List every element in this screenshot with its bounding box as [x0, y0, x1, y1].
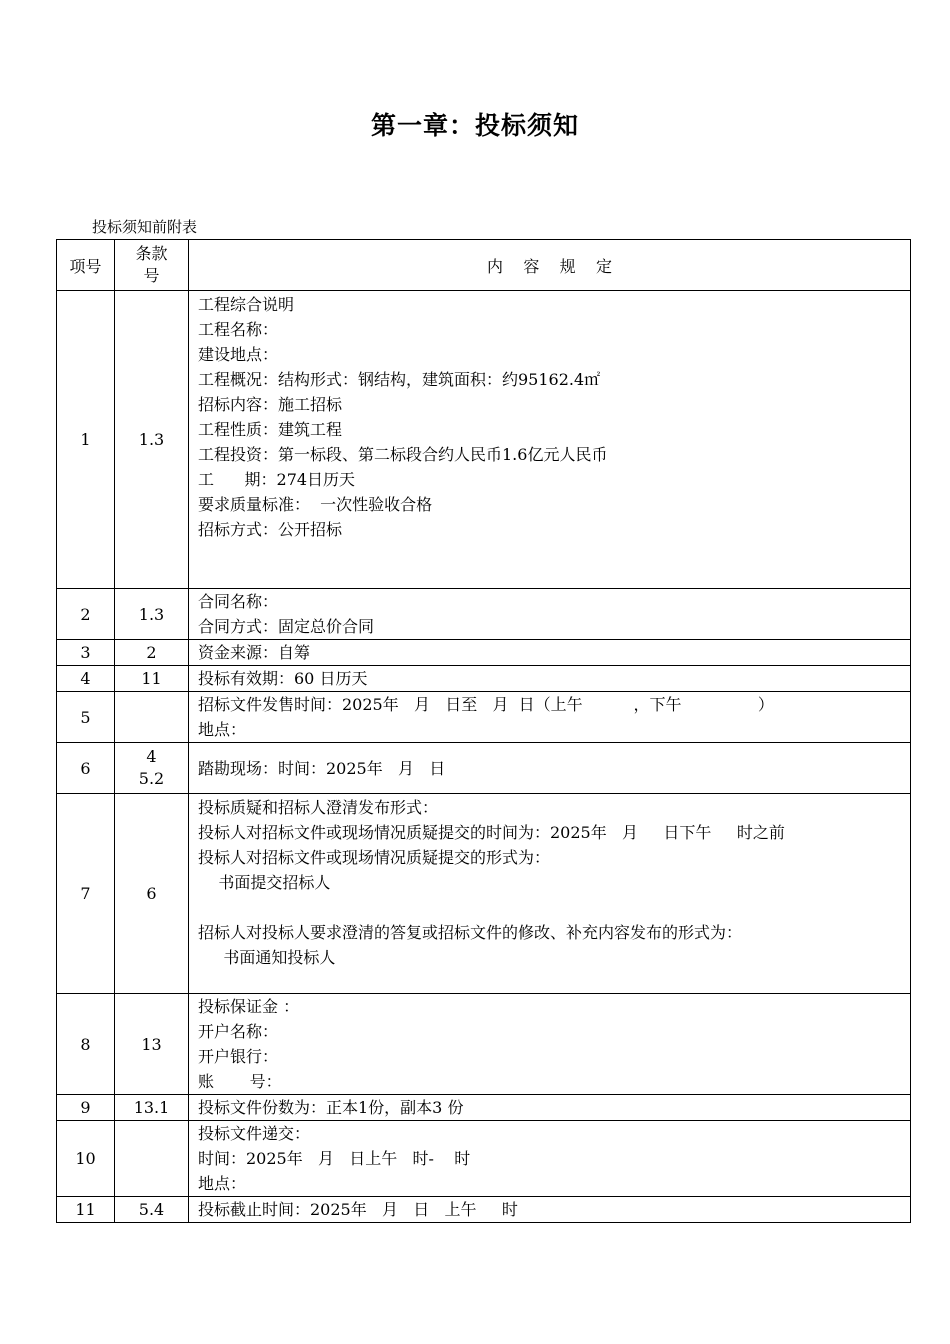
- content-line: 合同方式：固定总价合同: [198, 617, 375, 636]
- content-line: 招标方式：公开招标: [198, 520, 343, 539]
- item-no-cell: 10: [57, 1121, 115, 1197]
- blank-line: [198, 895, 910, 920]
- table-row: [57, 640, 911, 666]
- table-row: [57, 794, 911, 994]
- content-line: 书面提交招标人: [198, 873, 331, 892]
- table-row: [57, 1197, 911, 1223]
- table-row: [57, 589, 911, 640]
- page-title: 第一章：投标须知: [370, 111, 579, 140]
- item-no-cell: 2: [57, 589, 115, 640]
- content-line: 开户银行：: [198, 1047, 279, 1066]
- table-row: [57, 291, 911, 589]
- clause-no-cell: 5.4: [115, 1197, 189, 1223]
- table-row: [57, 692, 911, 743]
- content-cell: [189, 994, 911, 1095]
- content-cell: [189, 1121, 911, 1197]
- content-line: 时间：2025年 月 日上午 时- 时: [198, 1149, 471, 1168]
- content-line: 开户名称：: [198, 1022, 279, 1041]
- clause-no-cell: 1.3: [115, 589, 189, 640]
- content-line: 工程性质：建筑工程: [198, 420, 343, 439]
- content-cell: [189, 666, 911, 692]
- content-line: 投标文件份数为：正本1份，副本3 份: [198, 1098, 464, 1117]
- content-line: 合同名称：: [198, 592, 279, 611]
- content-line: 投标有效期：60 日历天: [198, 669, 368, 688]
- item-no-cell: 1: [57, 291, 115, 589]
- content-line: 招标文件发售时间：2025年 月 日至 月 日（上午 ，下午 ）: [198, 695, 774, 714]
- header-clause-line: 号: [143, 266, 160, 285]
- content-cell: [189, 794, 911, 994]
- clause-no-cell: 13: [115, 994, 189, 1095]
- content-line: 地点：: [198, 720, 247, 739]
- clause-no-cell: [115, 692, 189, 743]
- clause-no-cell: 13.1: [115, 1095, 189, 1121]
- content-line: 投标文件递交：: [198, 1124, 311, 1143]
- content-cell: [189, 640, 911, 666]
- content-line: 招标内容：施工招标: [198, 395, 343, 414]
- table-header-row: [57, 240, 911, 291]
- content-line: 投标人对招标文件或现场情况质疑提交的时间为：2025年 月 日下午 时之前: [198, 823, 785, 842]
- content-line: 账 号：: [198, 1072, 282, 1091]
- table-row: [57, 994, 911, 1095]
- header-clause-line: 条款: [135, 244, 168, 263]
- content-cell: [189, 1095, 911, 1121]
- content-line: 投标人对招标文件或现场情况质疑提交的形式为：: [198, 848, 551, 867]
- clause-no-line: 4: [146, 747, 157, 766]
- content-line: 工程概况：结构形式：钢结构，建筑面积：约95162.4㎡: [198, 370, 601, 389]
- clause-no-cell: 6: [115, 794, 189, 994]
- item-no-cell: 3: [57, 640, 115, 666]
- table-row: [57, 1095, 911, 1121]
- clause-no-cell: 1.3: [115, 291, 189, 589]
- item-no-cell: 9: [57, 1095, 115, 1121]
- content-line: 投标截止时间：2025年 月 日 上午 时: [198, 1200, 518, 1219]
- table-caption: 投标须知前附表: [92, 218, 198, 236]
- content-cell: [189, 291, 911, 589]
- content-line: 工 期：274日历天: [198, 470, 356, 489]
- content-cell: [189, 1197, 911, 1223]
- content-line: 投标保证金 ：: [198, 997, 300, 1016]
- bid-instructions-table: [56, 239, 911, 1223]
- clause-no-cell: [115, 1121, 189, 1197]
- content-line: 工程投资：第一标段、第二标段合约人民币1.6亿元人民币: [198, 445, 608, 464]
- content-cell: [189, 743, 911, 794]
- clause-no-cell: 11: [115, 666, 189, 692]
- header-item-no: 项号: [57, 240, 115, 291]
- content-line: 踏勘现场：时间：2025年 月 日: [198, 758, 446, 778]
- content-cell: [189, 589, 911, 640]
- content-cell: [189, 692, 911, 743]
- clause-no-cell: 2: [115, 640, 189, 666]
- header-content: 内 容 规 定: [189, 240, 911, 291]
- table-row: [57, 666, 911, 692]
- content-line: 招标人对投标人要求澄清的答复或招标文件的修改、补充内容发布的形式为：: [198, 923, 743, 942]
- content-line: 书面通知投标人: [198, 948, 336, 967]
- content-line: 地点：: [198, 1174, 247, 1193]
- item-no-cell: 11: [57, 1197, 115, 1223]
- header-clause-no: [115, 240, 189, 291]
- content-line: 工程综合说明: [198, 295, 295, 314]
- clause-no-line: 5.2: [138, 769, 165, 788]
- content-line: 工程名称：: [198, 320, 279, 339]
- table-row: [57, 743, 911, 794]
- item-no-cell: 6: [57, 743, 115, 794]
- item-no-cell: 4: [57, 666, 115, 692]
- item-no-cell: 7: [57, 794, 115, 994]
- item-no-cell: 8: [57, 994, 115, 1095]
- table-row: [57, 1121, 911, 1197]
- clause-no-cell: [115, 743, 189, 794]
- content-line: 资金来源：自筹: [198, 643, 311, 662]
- content-line: 投标质疑和招标人澄清发布形式：: [198, 798, 439, 817]
- content-line: 要求质量标准： 一次性验收合格: [198, 495, 433, 514]
- item-no-cell: 5: [57, 692, 115, 743]
- content-line: 建设地点：: [198, 345, 279, 364]
